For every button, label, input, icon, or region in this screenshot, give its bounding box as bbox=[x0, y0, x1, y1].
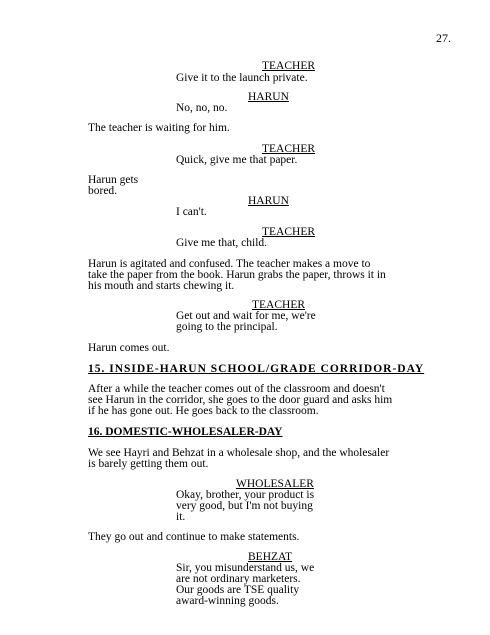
action-line: They go out and continue to make statements. bbox=[88, 531, 300, 543]
action-line: is barely getting them out. bbox=[88, 458, 209, 470]
action-line: see Harun in the corridor, she goes to the door guard and asks him bbox=[88, 394, 393, 406]
dialogue-line: Okay, brother, your product is bbox=[176, 489, 315, 501]
dialogue-line: Our goods are TSE quality bbox=[176, 584, 300, 596]
dialogue-line: Quick, give me that paper. bbox=[176, 154, 298, 166]
action-line: take the paper from the book. Harun grabs the paper, throws it in bbox=[88, 269, 386, 281]
action-line: We see Hayri and Behzat in a wholesale shop, and the wholesaler bbox=[88, 447, 390, 459]
dialogue-line: Sir, you misunderstand us, we bbox=[176, 562, 315, 574]
action-line: The teacher is waiting for him. bbox=[88, 122, 230, 134]
dialogue-line: award-winning goods. bbox=[176, 595, 279, 607]
character-cue: BEHZAT bbox=[248, 551, 293, 563]
action-line: Harun is agitated and confused. The teacher makes a move to bbox=[88, 258, 371, 270]
scene-heading: 16. DOMESTIC-WHOLESALER-DAY bbox=[88, 426, 283, 438]
character-cue: WHOLESALER bbox=[236, 478, 314, 490]
character-cue: TEACHER bbox=[262, 226, 316, 238]
character-cue: TEACHER bbox=[262, 60, 316, 72]
scene-heading: 15. INSIDE-HARUN SCHOOL/GRADE CORRIDOR-DAY bbox=[88, 363, 425, 375]
dialogue-line: Get out and wait for me, we're bbox=[176, 310, 316, 322]
page-number: 27. bbox=[436, 31, 451, 45]
dialogue-line: are not ordinary marketers. bbox=[176, 573, 301, 585]
dialogue-line: very good, but I'm not buying bbox=[176, 500, 313, 512]
character-cue: HARUN bbox=[248, 91, 289, 103]
action-line: bored. bbox=[88, 185, 118, 197]
dialogue-line: going to the principal. bbox=[176, 321, 278, 333]
dialogue-line: it. bbox=[176, 511, 186, 523]
action-line: Harun comes out. bbox=[88, 342, 170, 354]
action-line: his mouth and starts chewing it. bbox=[88, 280, 235, 292]
action-line: Harun gets bbox=[88, 174, 139, 186]
action-line: After a while the teacher comes out of the classroom and doesn't bbox=[88, 383, 385, 395]
dialogue-line: I can't. bbox=[176, 206, 207, 218]
dialogue-line: Give me that, child. bbox=[176, 237, 268, 249]
dialogue-line: Give it to the launch private. bbox=[176, 72, 308, 84]
character-cue: TEACHER bbox=[252, 299, 306, 311]
character-cue: HARUN bbox=[248, 195, 289, 207]
action-line: if he has gone out. He goes back to the classroom. bbox=[88, 405, 319, 417]
dialogue-line: No, no, no. bbox=[176, 102, 228, 114]
character-cue: TEACHER bbox=[262, 143, 316, 155]
